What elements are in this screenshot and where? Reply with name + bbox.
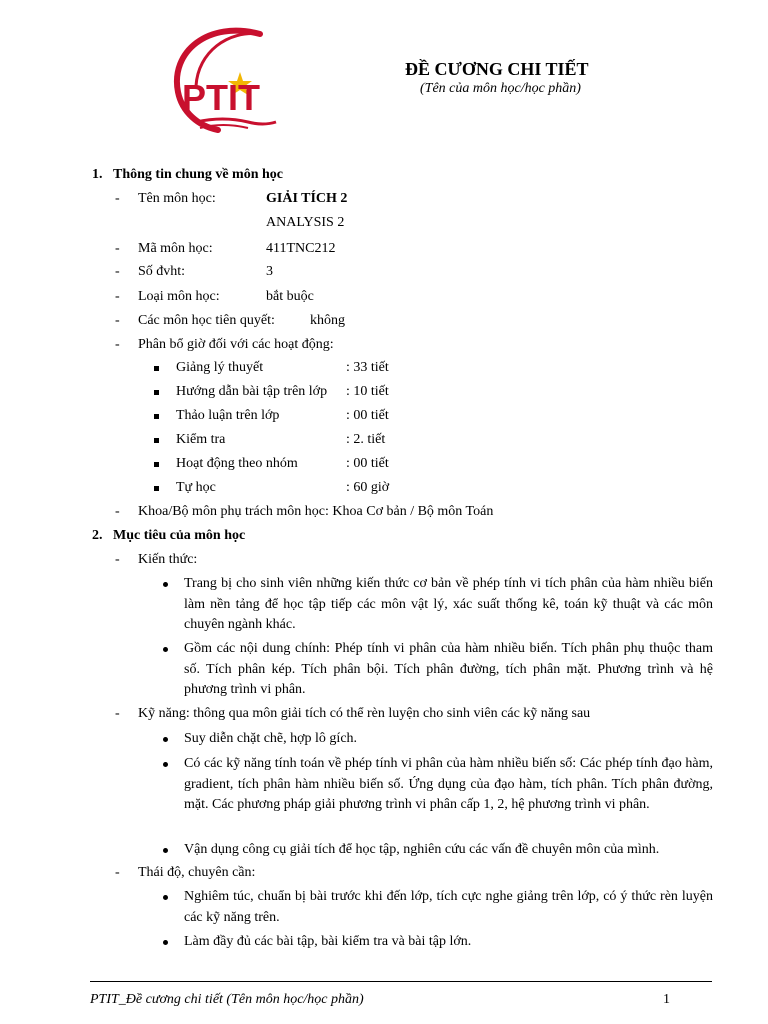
round-bullet-icon: [163, 762, 168, 767]
attitude-item: Nghiêm túc, chuẩn bị bài trước khi đến lớp, tích cực nghe giảng trên lớp, có ý thức rèn luyện các kỹ năng trên.: [184, 889, 713, 925]
attitude-item: Làm đầy đủ các bài tập, bài kiểm tra và bài tập lớn.: [184, 934, 472, 949]
field-value-course-type: bắt buộc: [266, 289, 314, 304]
skills-label: Kỹ năng: thông qua môn giải tích có thể rèn luyện cho sinh viên các kỹ năng sau: [138, 706, 591, 721]
activity-name: Giảng lý thuyết: [176, 360, 264, 375]
page-number: 1: [663, 992, 670, 1007]
section-1-heading: 1. Thông tin chung về môn học: [92, 167, 283, 182]
bullet-dash: -: [115, 191, 120, 206]
knowledge-label: Kiến thức:: [138, 552, 198, 567]
bullet-dash: -: [115, 313, 120, 328]
bullet-dash: -: [115, 706, 120, 721]
attitude-label: Thái độ, chuyên cần:: [138, 865, 256, 880]
field-label-hours-allocation: Phân bổ giờ đối với các hoạt động:: [138, 337, 334, 352]
field-label-course-code: Mã môn học:: [138, 241, 213, 256]
skills-item: Vận dụng công cụ giải tích để học tập, nghiên cứu các vấn đề chuyên môn của mình.: [184, 842, 660, 857]
square-bullet-icon: [154, 390, 159, 395]
round-bullet-icon: [163, 848, 168, 853]
knowledge-item: Trang bị cho sinh viên những kiến thức cơ bản về phép tính vi tích phân của hàm nhiều biến làm nền tảng để học tập tiếp các môn vật lý, xác suất thống kê, toán kỹ thuật và các môn chuyên ngành khác.: [184, 576, 713, 632]
field-value-course-code: 411TNC212: [266, 241, 336, 256]
field-label-course-type: Loại môn học:: [138, 289, 220, 304]
footer-divider: [90, 981, 712, 982]
square-bullet-icon: [154, 366, 159, 371]
bullet-dash: -: [115, 241, 120, 256]
footer-text: PTIT_Đề cương chi tiết (Tên môn học/học phần): [90, 992, 364, 1007]
round-bullet-icon: [163, 895, 168, 900]
square-bullet-icon: [154, 414, 159, 419]
field-label-credits: Số đvht:: [138, 264, 186, 279]
square-bullet-icon: [154, 486, 159, 491]
document-title: ĐỀ CƯƠNG CHI TIẾT: [405, 59, 589, 79]
section-2-heading: 2. Mục tiêu của môn học: [92, 528, 246, 543]
activity-value: : 10 tiết: [346, 384, 389, 399]
bullet-dash: -: [115, 264, 120, 279]
skills-item: Suy diễn chặt chẽ, hợp lô gích.: [184, 731, 358, 746]
activity-name: Tự học: [176, 480, 216, 495]
document-subtitle: (Tên của môn học/học phần): [420, 81, 581, 96]
bullet-dash: -: [115, 552, 120, 567]
activity-value: : 33 tiết: [346, 360, 389, 375]
bullet-dash: -: [115, 865, 120, 880]
activity-value: : 00 tiết: [346, 408, 389, 423]
field-value-credits: 3: [266, 264, 273, 279]
field-value-course-name-en: ANALYSIS 2: [266, 215, 345, 230]
activity-name: Hoạt động theo nhóm: [176, 456, 298, 471]
field-department: Khoa/Bộ môn phụ trách môn học: Khoa Cơ bản / Bộ môn Toán: [138, 504, 494, 519]
skills-item: Có các kỹ năng tính toán về phép tính vi phân của hàm nhiều biến số: Các phép tính đạo hàm, gradient, tích phân hàm nhiều biến số. Ứng dụng của đạo hàm, tích phân. Tích phân đường, mặt. Các phương pháp giải phương trình vi phân cấp 1, 2, hệ phương trình vi phân.: [184, 756, 713, 812]
field-label-prerequisites: Các môn học tiên quyết:: [138, 313, 275, 328]
field-value-course-name: GIẢI TÍCH 2: [266, 191, 348, 206]
bullet-dash: -: [115, 504, 120, 519]
logo-text: PTIT: [182, 77, 260, 118]
field-label-course-name: Tên môn học:: [138, 191, 216, 206]
round-bullet-icon: [163, 582, 168, 587]
bullet-dash: -: [115, 337, 120, 352]
ptit-logo: [168, 22, 288, 142]
round-bullet-icon: [163, 940, 168, 945]
activity-name: Kiểm tra: [176, 432, 226, 447]
round-bullet-icon: [163, 647, 168, 652]
activity-name: Hướng dẫn bài tập trên lớp: [176, 384, 328, 399]
field-value-prerequisites: không: [310, 313, 345, 328]
round-bullet-icon: [163, 737, 168, 742]
activity-value: : 00 tiết: [346, 456, 389, 471]
knowledge-item: Gồm các nội dung chính: Phép tính vi phân của hàm nhiều biến. Tích phân phụ thuộc tham số. Tích phân kép. Tích phân bội. Tích phân đường, tích phân mặt. Phương trình và hệ phương trình vi phân.: [184, 641, 713, 697]
activity-value: : 60 giờ: [346, 480, 390, 495]
activity-name: Thảo luận trên lớp: [176, 408, 280, 423]
square-bullet-icon: [154, 438, 159, 443]
bullet-dash: -: [115, 289, 120, 304]
activity-value: : 2. tiết: [346, 432, 386, 447]
square-bullet-icon: [154, 462, 159, 467]
